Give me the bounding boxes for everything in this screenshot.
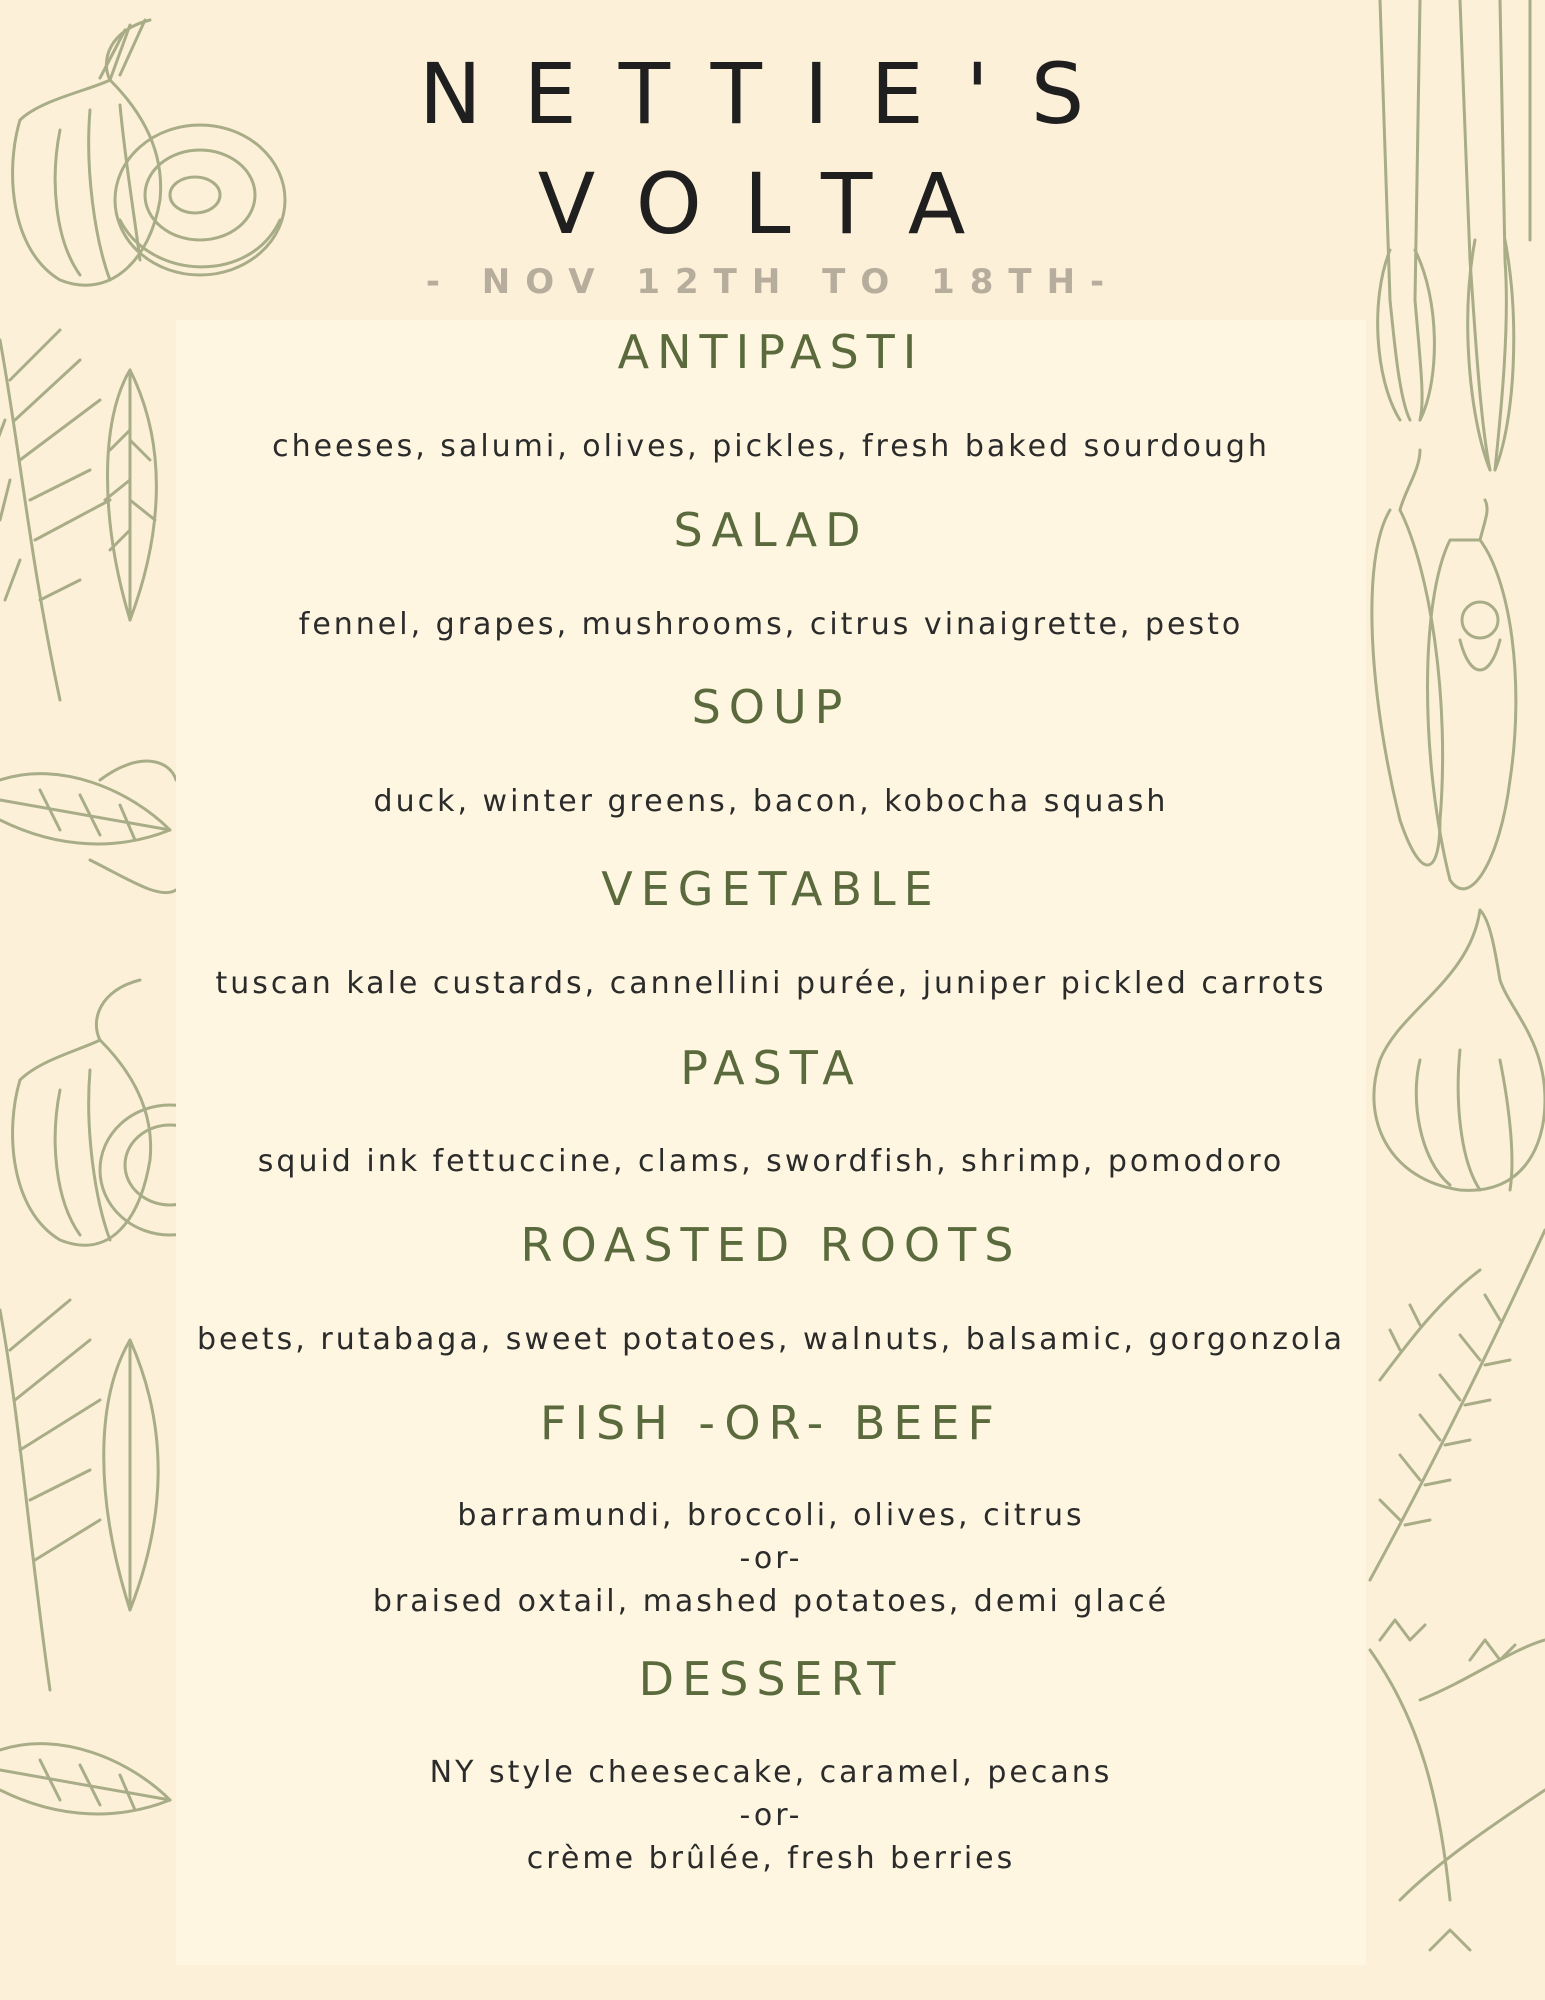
section-line: barramundi, broccoli, olives, citrus	[457, 1498, 1085, 1533]
section-title: SOUP	[691, 680, 851, 734]
section-title: ANTIPASTI	[617, 325, 925, 379]
section-line: -or-	[739, 1541, 803, 1576]
section-description	[176, 780, 1366, 823]
section-title: DESSERT	[638, 1652, 904, 1706]
section-title: SALAD	[673, 503, 869, 557]
section-title: ROASTED ROOTS	[520, 1218, 1022, 1272]
basil-illustration	[0, 761, 176, 893]
section-description	[176, 1318, 1366, 1361]
section-description	[176, 962, 1366, 1005]
section-title: VEGETABLE	[601, 862, 941, 916]
section-line: -or-	[739, 1798, 803, 1833]
restaurant-name-line2: VOLTA	[537, 155, 1008, 253]
section-line: beets, rutabaga, sweet potatoes, walnuts, balsamic, gorgonzola	[196, 1322, 1346, 1357]
section-title: FISH -OR- BEEF	[540, 1396, 1002, 1450]
section-line: tuscan kale custards, cannellini purée, juniper pickled carrots	[215, 966, 1327, 1001]
garlic-illustration	[1374, 910, 1545, 1190]
parsley-illustration	[1370, 1620, 1545, 1950]
section-description	[176, 425, 1366, 468]
restaurant-name-line1: NETTIE'S	[418, 45, 1127, 143]
section-description	[176, 1140, 1366, 1183]
dill-illustration	[0, 330, 156, 700]
section-title: PASTA	[680, 1041, 862, 1095]
section-line: squid ink fettuccine, clams, swordfish, shrimp, pomodoro	[257, 1144, 1285, 1179]
basil-illustration	[0, 1744, 170, 1814]
section-description	[176, 1751, 1366, 1880]
section-line: braised oxtail, mashed potatoes, demi glacé	[372, 1584, 1170, 1619]
section-line: cheeses, salumi, olives, pickles, fresh baked sourdough	[272, 429, 1270, 464]
section-line: crème brûlée, fresh berries	[526, 1841, 1016, 1876]
rosemary-illustration	[1370, 1230, 1545, 1580]
pepper-illustration	[1372, 450, 1516, 889]
section-line: fennel, grapes, mushrooms, citrus vinaigrette, pesto	[298, 607, 1244, 642]
section-line: duck, winter greens, bacon, kobocha squash	[373, 784, 1169, 819]
section-description	[176, 1494, 1366, 1623]
section-line: NY style cheesecake, caramel, pecans	[429, 1755, 1113, 1790]
menu-dates: - NOV 12TH TO 18TH-	[425, 262, 1120, 302]
section-description	[176, 603, 1366, 646]
dill-illustration	[0, 1300, 158, 1690]
